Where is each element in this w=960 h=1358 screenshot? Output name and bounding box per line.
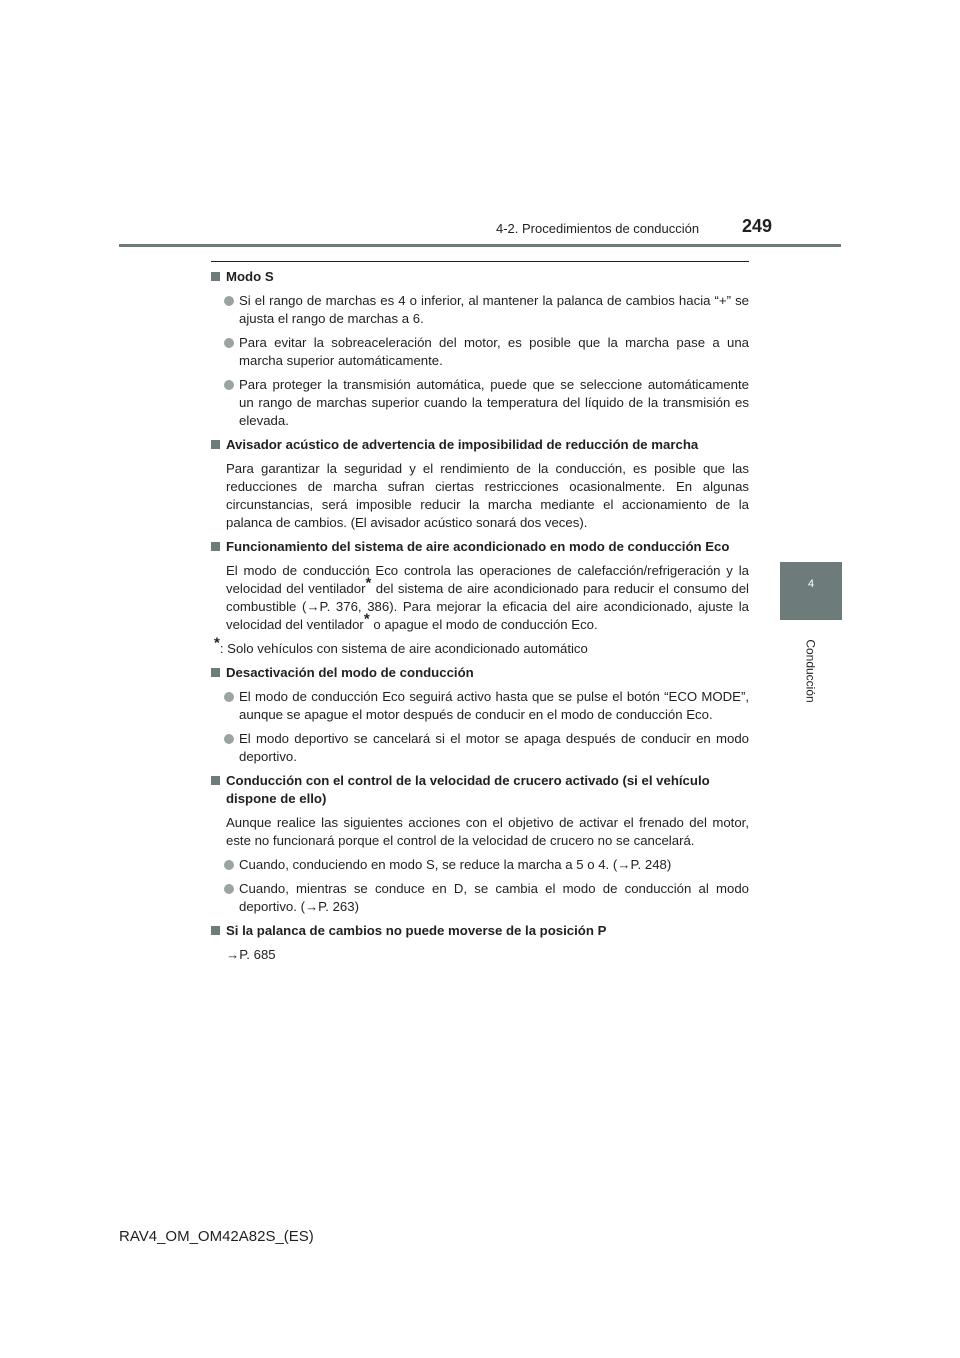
list-item-text: Para proteger la transmisión automática, puede que se seleccione automáticamente un rango de marchas superior cuando la temperatura del líquido de la transmisión es elevada. <box>239 377 749 428</box>
page-reference: →P. 685 <box>226 947 276 962</box>
section-palanca-posicion-p <box>211 922 749 964</box>
list-item-text: Para evitar la sobreaceleración del motor, es posible que la marcha pase a una marcha superior automáticamente. <box>239 335 749 368</box>
square-bullet-icon <box>211 668 220 677</box>
chapter-number: 4 <box>807 578 815 590</box>
section-heading <box>211 538 749 556</box>
paragraph-text: El modo de conducción Eco controla las operaciones de calefacción/refrigeración y la velocidad del ventilador <box>226 563 749 596</box>
footnote <box>211 634 749 658</box>
list-item <box>211 292 749 328</box>
header-rule <box>119 244 841 247</box>
list-item <box>211 856 749 874</box>
footnote-marker: * <box>365 574 372 592</box>
list-item-text: Cuando, mientras se conduce en D, se cambia el modo de conducción al modo deportivo. (→P. 263) <box>239 881 749 914</box>
section-aire-acondicionado-eco <box>211 538 749 658</box>
footnote-text: : Solo vehículos con sistema de aire acondicionado automático <box>219 641 588 656</box>
page-content <box>211 268 749 970</box>
footnote-marker: * <box>214 634 220 652</box>
section-heading <box>211 436 749 454</box>
section-paragraph <box>211 562 749 634</box>
square-bullet-icon <box>211 776 220 785</box>
side-tab-chapter-number <box>780 562 842 620</box>
round-bullet-icon <box>224 380 234 390</box>
round-bullet-icon <box>224 692 234 702</box>
chapter-label: Conducción <box>804 638 818 703</box>
content-top-rule <box>211 261 749 262</box>
section-heading <box>211 772 749 808</box>
round-bullet-icon <box>224 860 234 870</box>
list-item-text: Cuando, conduciendo en modo S, se reduce la marcha a 5 o 4. (→P. 248) <box>239 857 672 872</box>
footnote-marker: * <box>363 610 370 628</box>
list-item <box>211 688 749 724</box>
list-item-text: El modo de conducción Eco seguirá activo hasta que se pulse el botón “ECO MODE”, aunque se apague el motor después de conducir en el modo de conducción Eco. <box>239 689 749 722</box>
square-bullet-icon <box>211 926 220 935</box>
section-heading <box>211 664 749 682</box>
square-bullet-icon <box>211 542 220 551</box>
paragraph-text: del sistema de aire acondicionado para reducir el consumo del combustible (→P. 376, 386). Para mejorar la eficacia del aire acondicionado, ajuste la velocidad del ventilador <box>226 581 749 632</box>
side-tab-chapter-label <box>780 620 842 721</box>
section-desactivacion-modo <box>211 664 749 766</box>
section-title: Funcionamiento del sistema de aire acondicionado en modo de conducción Eco <box>226 539 730 554</box>
section-heading <box>211 268 749 286</box>
section-title: Desactivación del modo de conducción <box>226 665 474 680</box>
list-item <box>211 880 749 916</box>
round-bullet-icon <box>224 884 234 894</box>
section-control-crucero <box>211 772 749 916</box>
section-paragraph: Aunque realice las siguientes acciones con el objetivo de activar el frenado del motor, este no funcionará porque el control de la velocidad de crucero no se cancelará. <box>226 815 749 848</box>
section-title: Conducción con el control de la velocidad de crucero activado (si el vehículo dispone de ello) <box>226 773 710 806</box>
section-title: Si la palanca de cambios no puede moverse de la posición P <box>226 923 607 938</box>
list-item <box>211 730 749 766</box>
section-modo-s <box>211 268 749 430</box>
header-section-title: 4-2. Procedimientos de conducción <box>496 221 700 236</box>
paragraph-text: o apague el modo de conducción Eco. <box>369 617 598 632</box>
list-item-text: Si el rango de marchas es 4 o inferior, al mantener la palanca de cambios hacia “+” se ajusta el rango de marchas a 6. <box>239 293 749 326</box>
footer-document-code: RAV4_OM_OM42A82S_(ES) <box>119 1228 314 1245</box>
section-title: Modo S <box>226 269 274 284</box>
section-paragraph: Para garantizar la seguridad y el rendimiento de la conducción, es posible que las reducciones de marcha sufran ciertas restricciones ocasionalmente. En algunas circunstancias, será imposible reducir la marcha mediante el accionamiento de la palanca de cambios. (El avisador acústico sonará dos veces). <box>226 461 749 530</box>
section-title: Avisador acústico de advertencia de imposibilidad de reducción de marcha <box>226 437 699 452</box>
list-item <box>211 376 749 430</box>
round-bullet-icon <box>224 296 234 306</box>
square-bullet-icon <box>211 440 220 449</box>
list-item <box>211 334 749 370</box>
list-item-text: El modo deportivo se cancelará si el motor se apaga después de conducir en modo deportivo. <box>239 731 749 764</box>
section-avisador-acustico <box>211 436 749 532</box>
round-bullet-icon <box>224 338 234 348</box>
page-number: 249 <box>742 216 773 236</box>
round-bullet-icon <box>224 734 234 744</box>
square-bullet-icon <box>211 272 220 281</box>
section-heading <box>211 922 749 940</box>
